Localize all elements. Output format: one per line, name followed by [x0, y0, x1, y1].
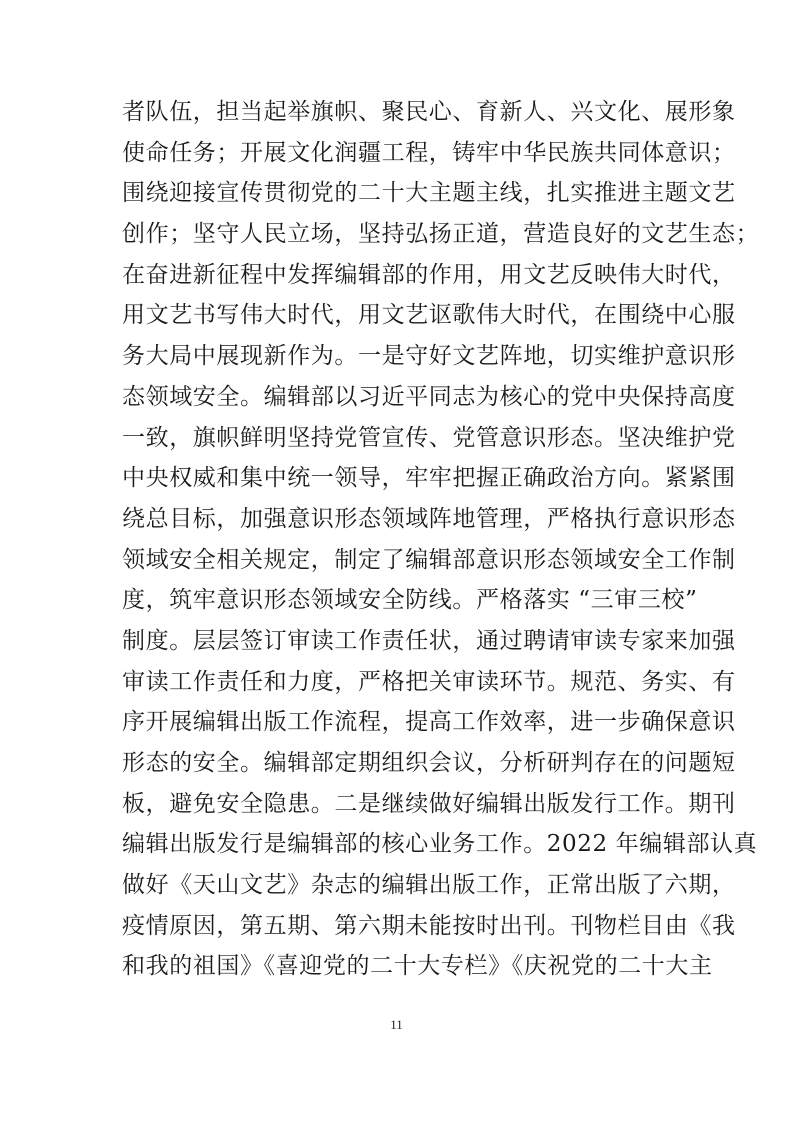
text-line: 审读工作责任和力度，严格把关审读环节。规范、务实、有 — [122, 668, 736, 695]
text-line: 板，避免安全隐患。二是继续做好编辑出版发行工作。期刊 — [122, 790, 736, 817]
text-line: 一致，旗帜鲜明坚持党管宣传、党管意识形态。坚决维护党 — [122, 424, 736, 451]
text-line: 者队伍，担当起举旗帜、聚民心、育新人、兴文化、展形象 — [122, 99, 736, 125]
text-line: 制度。层层签订审读工作责任状，通过聘请审读专家来加强 — [122, 627, 736, 654]
text-line: 使命任务；开展文化润疆工程，铸牢中华民族共同体意识； — [122, 139, 736, 166]
text-line: 用文艺书写伟大时代，用文艺讴歌伟大时代，在围绕中心服 — [122, 302, 736, 329]
text-line: 领域安全相关规定，制定了编辑部意识形态领域安全工作制 — [122, 546, 736, 573]
text-line: 和我的祖国》《喜迎党的二十大专栏》《庆祝党的二十大主 — [122, 953, 713, 980]
text-line: 绕总目标，加强意识形态领域阵地管理，严格执行意识形态 — [122, 505, 736, 532]
text-line: 中央权威和集中统一领导，牢牢把握正确政治方向。紧紧围 — [122, 465, 736, 492]
page-number: 11 — [390, 1017, 403, 1032]
text-line: 态领域安全。编辑部以习近平同志为核心的党中央保持高度 — [122, 383, 736, 410]
text-line: 创作；坚守人民立场，坚持弘扬正道，营造良好的文艺生态； — [122, 221, 760, 248]
text-line: 围绕迎接宣传贯彻党的二十大主题主线，扎实推进主题文艺 — [122, 180, 736, 207]
text-line: 形态的安全。编辑部定期组织会议，分析研判存在的问题短 — [122, 750, 736, 776]
text-line: 在奋进新征程中发挥编辑部的作用，用文艺反映伟大时代， — [122, 261, 736, 288]
text-line: 编辑出版发行是编辑部的核心业务工作。2022 年编辑部认真 — [122, 831, 758, 858]
text-line: 序开展编辑出版工作流程，提高工作效率，进一步确保意识 — [122, 709, 736, 736]
body-text — [122, 92, 760, 987]
text-line: 做好《天山文艺》杂志的编辑出版工作，正常出版了六期， — [122, 872, 736, 899]
text-line: 疫情原因，第五期、第六期未能按时出刊。刊物栏目由《我 — [122, 912, 736, 939]
text-line: 务大局中展现新作为。一是守好文艺阵地，切实维护意识形 — [122, 343, 736, 370]
text-line: 度，筑牢意识形态领域安全防线。严格落实 “三审三校” — [122, 587, 698, 614]
